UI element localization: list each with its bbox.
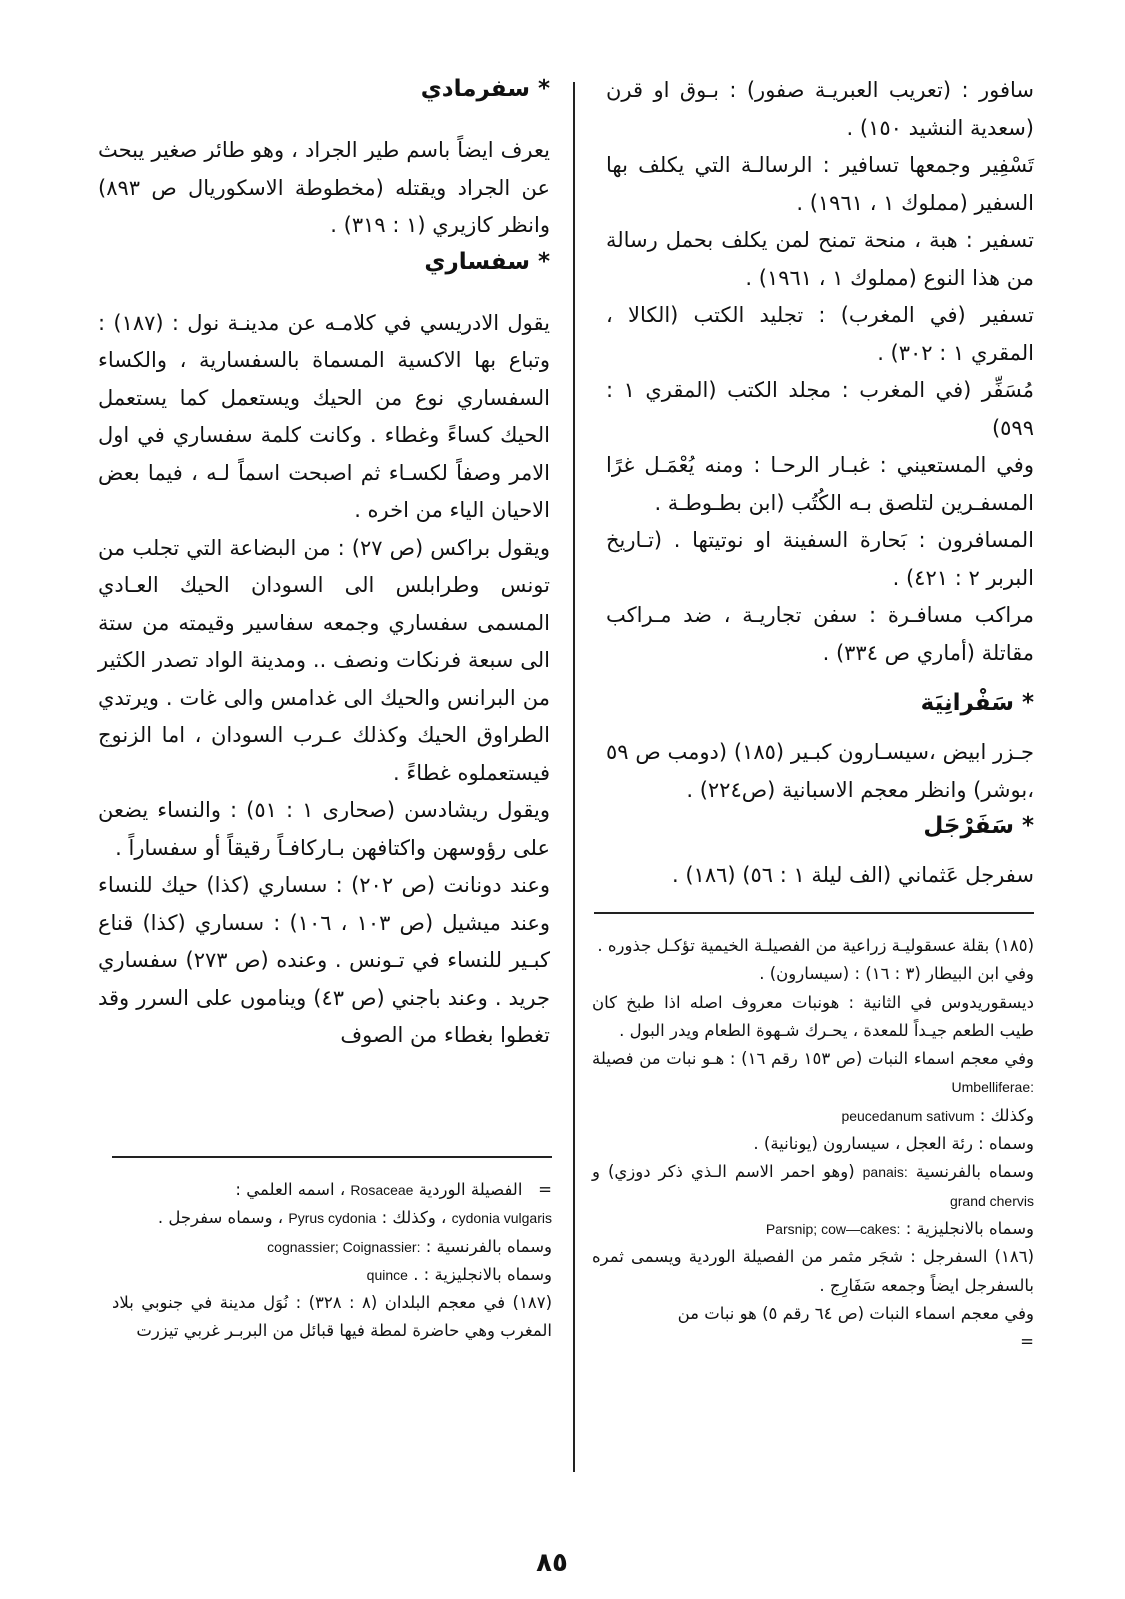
footnote-185-g: وسماه بالفرنسية panais: (وهو احمر الاسم الـذي ذكر دوزي) و grand chervis — [592, 1162, 1034, 1209]
entry-mustaini: وفي المستعيني : غبـار الرحـا : ومنه يُعْمَـل غرًا المسفـرين لتلصق بـه الكُتُب (ابن بطـوطـة . — [606, 453, 1034, 515]
footnote-187: (١٨٧) في معجم البلدان (٨ : ٣٢٨) : نُوَل مدينة في جنوبي بلاد المغرب وهي حاضرة لمطة فيها قبائل من البربـر غربي تيزرت — [112, 1293, 552, 1341]
entry-musaffir: مُسَفِّر (في المغرب : مجلد الكتب (المقري ١ : ٥٩٩) — [606, 378, 1034, 440]
footnote-185-h: وسماه بالانجليزية : Parsnip; cow—cakes: — [765, 1218, 1034, 1238]
footnote-rule-left — [112, 1156, 552, 1158]
entry-safarjal: سفرجل عَثماني (الف ليلة ١ : ٥٦) (١٨٦) . — [672, 863, 1034, 887]
column-divider — [573, 82, 575, 1472]
entry-safsari-dunant: وعند دونانت (ص ٢٠٢) : سساري (كذا) حيك للنساء وعند ميشيل (ص ١٠٣ ، ١٠٦) : سساري (كذا) قناع كبـير للنساء في تـونس . وعنده (ص ٢٧٣) سفساري جريد . وعند باجني (ص ٤٣) ويناموں على السرر وقد تغطوا بغطاء من الصوف — [98, 873, 551, 1047]
footnote-185-b: وفي ابن البيطار (٣ : ١٦) : (سيسارون) . — [759, 964, 1034, 984]
footnote-186-a: (١٨٦) السفرجل : شجَر مثمر من الفصيلة الوردية ويسمى ثمره بالسفرجل ايضاً وجمعه سَفَارِج . — [592, 1247, 1034, 1295]
footnote-185-c: ديسقوريدوس في الثانية : هونبات معروف اصله اذا طبخ كان طيب الطعم جيـداً للمعدة ، يحـرك شـهوة الطعام ويدر البول . — [592, 992, 1034, 1040]
entry-tasfir-binding: تسفير (في المغرب) : تجليد الكتب (الكالا ، المقري ١ : ٣٠٢) . — [606, 303, 1034, 365]
entry-safur: سافور : (تعريب العبريـة صفور) : بـوق او قرن (سعدية النشيد ١٥٠) . — [606, 78, 1034, 140]
entry-tasfir-gift: تسفير : هبة ، منحة تمنح لمن يكلف بحمل رسالة من هذا النوع (مملوك ١ ، ١٩٦١) . — [606, 228, 1034, 290]
page-number: ٨٥ — [536, 1548, 568, 1578]
footnote-185-d: وفي معجم اسماء النبات (ص ١٥٣ رقم ١٦) : هـو نبات من فصيلة Umbelliferae: — [592, 1049, 1035, 1096]
footnote-rule-right — [594, 912, 1034, 914]
heading-safsari: * سفساري — [424, 248, 550, 275]
footnote-185-e: وكذلك : peucedanum sativum — [841, 1105, 1034, 1125]
entry-tasfir-letter: تَسْفِير وجمعها تسافير : الرسالـة التي يكلف بها السفير (مملوك ١ ، ١٩٦١) . — [606, 153, 1034, 215]
left-column — [98, 72, 550, 1055]
footnote-185-a: (١٨٥) بقلة عسقوليـة زراعية من الفصيلـة الخيمية تؤكـل جذوره . — [597, 936, 1034, 955]
footnote-continued-2: cydonia vulgaris ، وكذلك : Pyrus cydonia ، وسماه سفرجل . — [157, 1208, 552, 1228]
footnotes-left — [112, 1176, 552, 1346]
footnotes-right — [592, 932, 1034, 1356]
footnote-continued-3: وسماه بالفرنسية : cognassier; Coignassier: — [267, 1236, 552, 1256]
entry-safsari-brax: ويقول براكس (ص ٢٧) : من البضاعة التي تجلب من تونس وطرابلس الى السودان الحيك العـادي المسمى سفساري وجمعه سفاسير وقيمته من ستة الى سبعة فرنكات ونصف .. ومدينة الواد تصدر الكثير من البرانس والحيك الى غدامس والى غات . ويرتدي الطراوق الحيك وكذلك عـرب السودان ، اما الزنوج فيستعملوه غطاءً . — [98, 535, 550, 785]
entry-marakib: مراكب مسافـرة : سفن تجاريـة ، ضد مـراكب مقاتلة (أماري ص ٣٣٤) . — [606, 603, 1034, 665]
heading-safarjal: * سَفَرْجَل — [923, 813, 1034, 839]
footnote-185-f: وسماه : رئة العجل ، سيسارون (يونانية) . — [753, 1134, 1034, 1154]
heading-safarmadi: * سفرمادي — [420, 76, 550, 102]
footnote-186-b: وفي معجم اسماء النبات (ص ٦٤ رقم ٥) هو نبات من — [677, 1303, 1034, 1323]
footnote-continuation-mark: = — [1020, 1332, 1034, 1352]
footnote-continued-1: = الفصيلة الوردية Rosaceae ، اسمه العلمي : — [235, 1180, 552, 1199]
entry-safsari-richardson: ويقول ريشادسن (صحارى ١ : ٥١) : والنساء يضعن على رؤوسهن واكتافهن بـاركافـاً رقيقاً أو سفساراً . — [98, 798, 550, 860]
footnote-continued-4: وسماه بالانجليزية : . quince — [366, 1264, 552, 1284]
entry-safraniya: جـزر ابيض ،سيسـارون كبـير (١٨٥) (دومب ص ٥٩ ،بوشر) وانظر معجم الاسبانية (ص٢٢٤) . — [606, 740, 1034, 802]
entry-safsari-idrisi: يقول الادريسي في كلامـه عن مدينـة نول : (١٨٧) : وتباع بها الاكسية المسماة بالسفسارية ، والكساء السفساري نوع من الحيك ويستعمل كما يستعمل الحيك كساءً وغطاء . وكانت كلمة سفساري في اول الامر وصفاً لكسـاء ثم اصبحت اسماً لـه ، فيما بعض الاحيان الياء من اخره . — [98, 310, 550, 522]
heading-safraniya: * سَفْرانِيَة — [920, 690, 1034, 716]
entry-safarmadi: يعرف ايضاً باسم طير الجراد ، وهو طائر صغير يبحث عن الجراد ويقتله (مخطوطة الاسكوريال ص ٨٩٣) وانظر كازيري (١ : ٣١٩) . — [98, 138, 550, 237]
right-column — [606, 72, 1034, 895]
entry-musafirun: المسافرون : بَحارة السفينة او نوتيتها . (تـاريخ البربر ٢ : ٤٢١) . — [606, 528, 1034, 590]
